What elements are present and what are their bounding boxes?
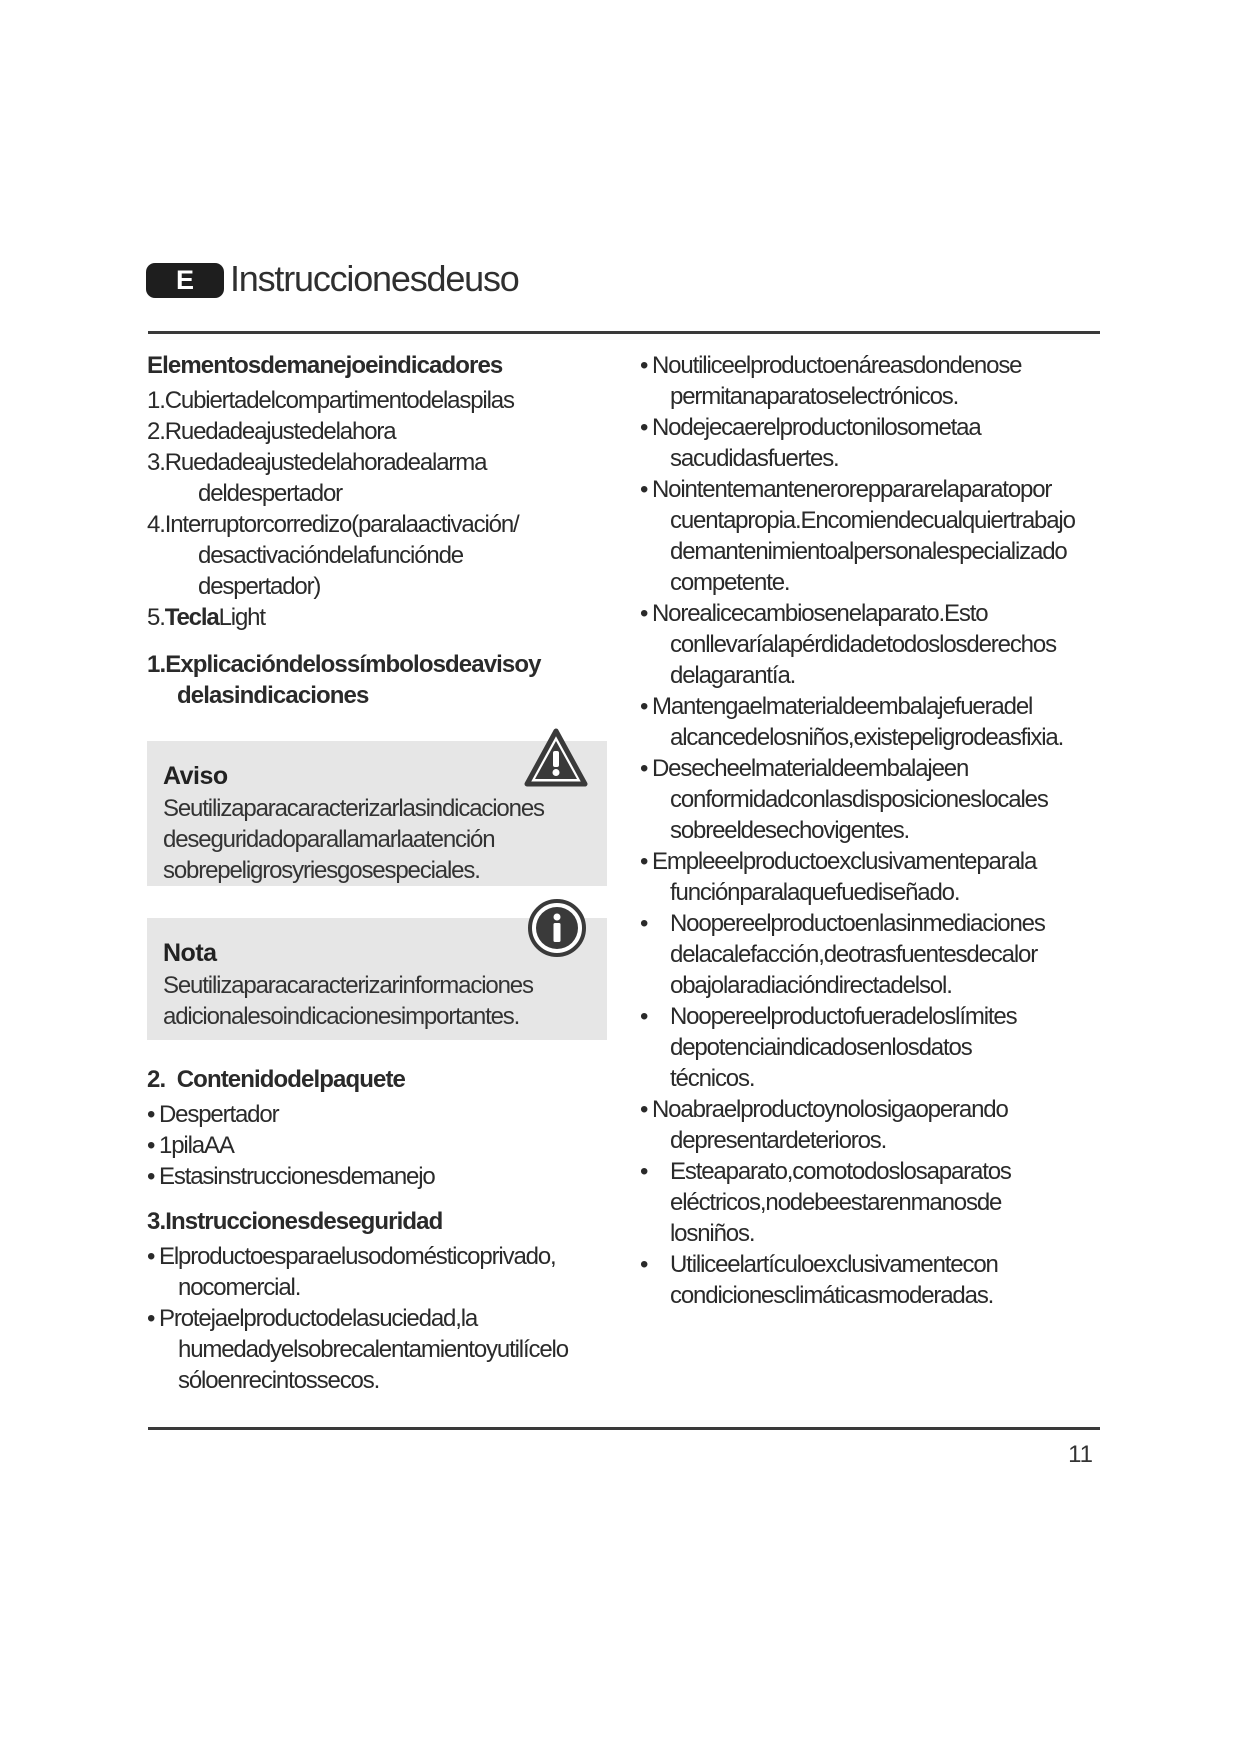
safety-list-left — [147, 1241, 617, 1396]
note-title: Nota — [163, 939, 217, 967]
elements-item: 1.Cubiertadelcompartimentodelaspilas — [147, 387, 514, 414]
elements-heading: Elementosdemanejoeindicadores — [147, 352, 503, 379]
safety-item: • Noutiliceelproductoenáreasdondenose permitanaparatoselectrónicos. — [640, 352, 1022, 410]
warning-box — [147, 741, 607, 886]
page-title: Instruccionesdeuso — [230, 258, 519, 299]
warning-line: Seutilizaparacaracterizarlasindicaciones — [163, 795, 544, 822]
top-divider — [148, 331, 1100, 334]
language-badge: E — [146, 263, 224, 298]
safety-item: • Desecheelmaterialdeembalajeen conformidadconlasdisposicioneslocales sobreeldesechovigentes. — [640, 755, 1048, 844]
elements-item: 4.Interruptorcorredizo(paralaactivación/ desactivacióndelafunciónde despertador) — [147, 511, 519, 600]
note-box — [147, 918, 607, 1040]
safety-item: • Norealicecambiosenelaparato.Esto conllevaríalapérdidadetodoslosderechos delagarantía. — [640, 600, 1056, 689]
package-item: • Despertador — [147, 1101, 279, 1128]
note-line: Seutilizaparacaracterizarinformaciones — [163, 972, 533, 999]
warning-triangle-icon — [523, 727, 589, 794]
safety-item: • Noopereelproductofueradeloslímites depotenciaindicadosenlosdatos técnicos. — [640, 1003, 1017, 1092]
elements-item-5: 5.TeclaLight — [147, 604, 265, 631]
section-1-heading: 1.Explicacióndelossímbolosdeavisoy delasindicaciones — [147, 651, 541, 709]
warning-title: Aviso — [163, 762, 228, 790]
safety-item: • Nointentemanteneroreppararelaparatopor cuentapropia.Encomiendecualquiertrabajo demantenimientoalpersonalespecializado competente. — [640, 476, 1075, 596]
elements-list — [147, 385, 617, 602]
page-number: 11 — [1068, 1441, 1093, 1468]
warning-line: deseguridadoparallamarlaatención — [163, 826, 495, 853]
safety-item: • Protejaelproductodelasuciedad,la humedadyelsobrecalentamientoyutilícelo sóloenrecintossecos. — [147, 1305, 568, 1394]
safety-item: • Elproductoesparaelusodomésticoprivado, nocomercial. — [147, 1243, 556, 1301]
package-item: • 1pilaAA — [147, 1132, 234, 1159]
package-contents-list — [147, 1099, 617, 1192]
bottom-divider — [148, 1427, 1100, 1430]
safety-list-right — [640, 350, 1110, 1311]
safety-item: • Noabraelproductoynolosigaoperando depresentardeterioros. — [640, 1096, 1008, 1154]
safety-item: • Noopereelproductoenlasinmediaciones delacalefacción,deotrasfuentesdecalor obajolaradiacióndirectadelsol. — [640, 910, 1045, 999]
safety-item: • Nodejecaerelproductonilosometaa sacudidasfuertes. — [640, 414, 981, 472]
right-column — [640, 350, 1110, 1311]
elements-item: 3.Ruedadeajustedelahoradealarma deldespertador — [147, 449, 487, 507]
note-line: adicionalesoindicacionesimportantes. — [163, 1003, 520, 1030]
safety-item: • Esteaparato,comotodoslosaparatos eléctricos,nodebeestarenmanosde losniños. — [640, 1158, 1011, 1247]
warning-line: sobrepeligrosyriesgosespeciales. — [163, 857, 480, 884]
section-3-heading: 3.Instruccionesdeseguridad — [147, 1208, 443, 1235]
elements-item: 2.Ruedadeajustedelahora — [147, 418, 396, 445]
safety-item: • Empleeelproductoexclusivamenteparala funciónparalaquefuediseñado. — [640, 848, 1037, 906]
section-2-heading: 2. Contenidodelpaquete — [147, 1066, 405, 1093]
left-column — [147, 350, 617, 1396]
safety-item: • Utiliceelartículoexclusivamentecon condicionesclimáticasmoderadas. — [640, 1251, 998, 1309]
safety-item: • Mantengaelmaterialdeembalajefueradel alcancedelosniños,existepeligrodeasfixia. — [640, 693, 1064, 751]
package-item: • Estasinstruccionesdemanejo — [147, 1163, 435, 1190]
info-icon — [527, 898, 587, 963]
